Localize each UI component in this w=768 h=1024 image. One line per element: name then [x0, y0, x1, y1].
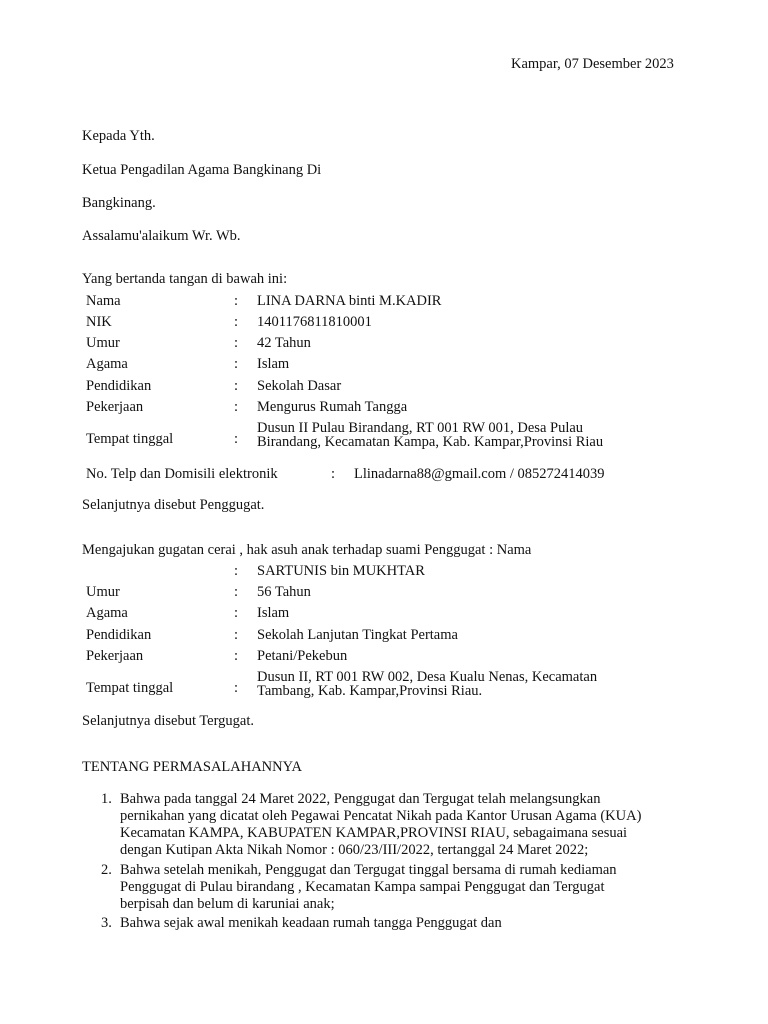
plaintiff-age-label: Umur — [86, 335, 120, 351]
colon: : — [234, 335, 239, 351]
colon: : — [234, 680, 239, 696]
colon: : — [234, 399, 239, 415]
colon: : — [234, 356, 239, 372]
defendant-address-label: Tempat tinggal — [86, 680, 174, 696]
colon: : — [234, 314, 239, 330]
plaintiff-age-value: 42 Tahun — [257, 335, 311, 351]
list-item-line: dengan Kutipan Akta Nikah Nomor : 060/23/III/2022, tertanggal 24 Maret 2022; — [120, 842, 589, 858]
colon: : — [234, 563, 239, 579]
plaintiff-job-value: Mengurus Rumah Tangga — [257, 399, 408, 415]
plaintiff-reference: Selanjutnya disebut Penggugat. — [82, 497, 265, 513]
section-title: TENTANG PERMASALAHANNYA — [82, 759, 302, 775]
defendant-education-value: Sekolah Lanjutan Tingkat Pertama — [257, 627, 458, 643]
colon: : — [234, 293, 239, 309]
plaintiff-education-value: Sekolah Dasar — [257, 378, 342, 394]
defendant-age-label: Umur — [86, 584, 120, 600]
plaintiff-nik-label: NIK — [86, 314, 112, 330]
plaintiff-religion-label: Agama — [86, 356, 128, 372]
plaintiff-address-label: Tempat tinggal — [86, 431, 174, 447]
addressee-line-2: Ketua Pengadilan Agama Bangkinang Di — [82, 162, 322, 178]
defendant-religion-label: Agama — [86, 605, 128, 621]
addressee-line-3: Bangkinang. — [82, 195, 156, 211]
list-item-line: pernikahan yang dicatat oleh Pegawai Pencatat Nikah pada Kantor Urusan Agama (KUA) — [120, 808, 642, 824]
list-item-line: Kecamatan KAMPA, KABUPATEN KAMPAR,PROVINSI RIAU, sebagaimana sesuai — [120, 825, 628, 841]
defendant-job-value: Petani/Pekebun — [257, 648, 348, 664]
colon: : — [234, 648, 239, 664]
defendant-education-label: Pendidikan — [86, 627, 152, 643]
colon: : — [331, 466, 336, 482]
list-item-line: Bahwa pada tanggal 24 Maret 2022, Penggugat dan Tergugat telah melangsungkan — [120, 791, 601, 807]
plaintiff-name-value: LINA DARNA binti M.KADIR — [257, 293, 442, 309]
list-item-number: 3. — [101, 915, 112, 931]
defendant-address-line-1: Dusun II, RT 001 RW 002, Desa Kualu Nenas, Kecamatan — [257, 669, 598, 685]
claim-intro: Mengajukan gugatan cerai , hak asuh anak terhadap suami Penggugat : Nama — [82, 542, 532, 558]
defendant-job-label: Pekerjaan — [86, 648, 144, 664]
list-item-number: 2. — [101, 862, 112, 878]
plaintiff-nik-value: 1401176811810001 — [257, 314, 372, 330]
colon: : — [234, 378, 239, 394]
defendant-name-value: SARTUNIS bin MUKHTAR — [257, 563, 425, 579]
defendant-reference: Selanjutnya disebut Tergugat. — [82, 713, 255, 729]
plaintiff-address-line-2: Birandang, Kecamatan Kampa, Kab. Kampar,Provinsi Riau — [257, 434, 604, 450]
date-line: Kampar, 07 Desember 2023 — [511, 56, 674, 72]
plaintiff-education-label: Pendidikan — [86, 378, 152, 394]
colon: : — [234, 605, 239, 621]
plaintiff-address-line-1: Dusun II Pulau Birandang, RT 001 RW 001, Desa Pulau — [257, 420, 584, 436]
plaintiff-religion-value: Islam — [257, 356, 290, 372]
colon: : — [234, 627, 239, 643]
defendant-address-line-2: Tambang, Kab. Kampar,Provinsi Riau. — [257, 683, 483, 699]
defendant-religion-value: Islam — [257, 605, 290, 621]
addressee-line-1: Kepada Yth. — [82, 128, 155, 144]
plaintiff-contact-label: No. Telp dan Domisili elektronik — [86, 466, 278, 482]
colon: : — [234, 431, 239, 447]
list-item-line: berpisah dan belum di karuniai anak; — [120, 896, 335, 912]
list-item-line: Penggugat di Pulau birandang , Kecamatan Kampa sampai Penggugat dan Tergugat — [120, 879, 605, 895]
plaintiff-name-label: Nama — [86, 293, 121, 309]
greeting: Assalamu'alaikum Wr. Wb. — [82, 228, 241, 244]
list-item-line: Bahwa sejak awal menikah keadaan rumah tangga Penggugat dan — [120, 915, 502, 931]
list-item-number: 1. — [101, 791, 112, 807]
colon: : — [234, 584, 239, 600]
list-item-line: Bahwa setelah menikah, Penggugat dan Tergugat tinggal bersama di rumah kediaman — [120, 862, 617, 878]
defendant-age-value: 56 Tahun — [257, 584, 311, 600]
plaintiff-job-label: Pekerjaan — [86, 399, 144, 415]
plaintiff-contact-value: Llinadarna88@gmail.com / 085272414039 — [354, 466, 605, 482]
intro-text: Yang bertanda tangan di bawah ini: — [82, 271, 288, 287]
